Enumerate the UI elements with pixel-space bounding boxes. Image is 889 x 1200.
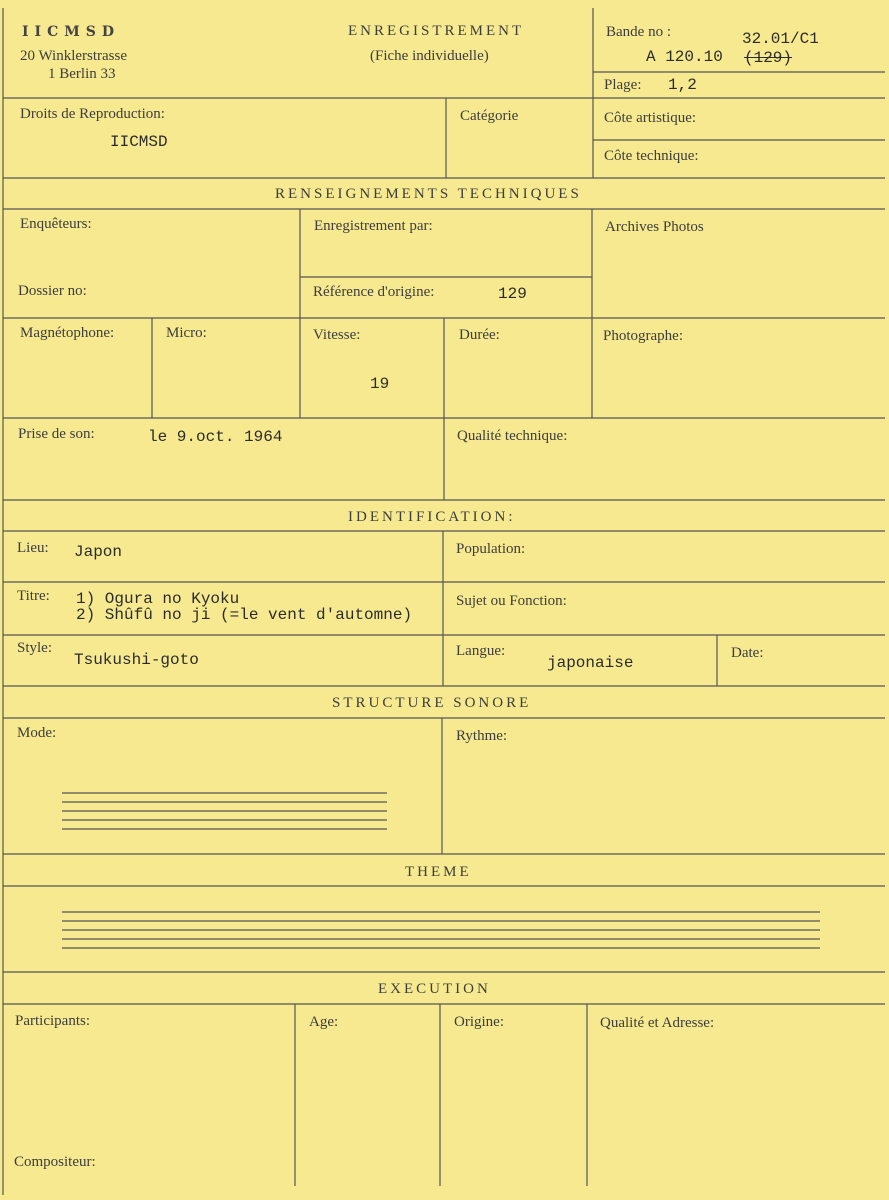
archives-photos-label: Archives Photos <box>605 219 704 235</box>
section-heading-theme: THEME <box>405 864 472 880</box>
categorie-label: Catégorie <box>460 108 519 124</box>
age-label: Age: <box>309 1014 339 1030</box>
cote-artistique-label: Côte artistique: <box>604 110 697 126</box>
lieu-value[interactable]: Japon <box>74 543 123 561</box>
rights-label: Droits de Reproduction: <box>20 106 165 122</box>
plage-label: Plage: <box>604 77 642 93</box>
photographe-label: Photographe: <box>603 328 683 344</box>
prise-de-son-value[interactable]: le 9.oct. 1964 <box>148 428 283 446</box>
vitesse-value[interactable]: 19 <box>370 375 390 393</box>
rights-value[interactable]: IICMSD <box>110 133 168 151</box>
plage-value[interactable]: 1,2 <box>668 76 697 94</box>
bande-value-2[interactable]: A 120.10 <box>646 48 723 66</box>
style-label: Style: <box>17 640 53 656</box>
enregistrement-par-label: Enregistrement par: <box>314 218 433 234</box>
org-logo: IICMSD <box>22 24 120 40</box>
reference-label: Référence d'origine: <box>313 284 435 300</box>
reference-value[interactable]: 129 <box>498 285 527 303</box>
rythme-label: Rythme: <box>456 728 508 744</box>
sujet-label: Sujet ou Fonction: <box>456 593 567 609</box>
date-label: Date: <box>731 645 764 661</box>
titre-label: Titre: <box>17 588 50 604</box>
origine-label: Origine: <box>454 1014 504 1030</box>
compositeur-label: Compositeur: <box>14 1154 96 1170</box>
qualite-adresse-label: Qualité et Adresse: <box>600 1015 715 1031</box>
bande-value-1[interactable]: 32.01/C1 <box>742 30 819 48</box>
qualite-technique-label: Qualité technique: <box>457 428 568 444</box>
population-label: Population: <box>456 541 526 557</box>
micro-label: Micro: <box>166 325 207 341</box>
section-heading-execution: EXECUTION <box>378 981 491 997</box>
langue-value[interactable]: japonaise <box>547 654 634 672</box>
style-value[interactable]: Tsukushi-goto <box>74 651 199 669</box>
duree-label: Durée: <box>459 327 500 343</box>
bande-label: Bande no : <box>606 24 671 40</box>
prise-de-son-label: Prise de son: <box>18 426 95 442</box>
section-heading-identification: IDENTIFICATION: <box>348 509 516 525</box>
address-line-1: 20 Winklerstrasse <box>20 48 128 64</box>
lieu-label: Lieu: <box>17 540 49 556</box>
form-title: ENREGISTREMENT <box>348 23 525 39</box>
form-subtitle: (Fiche individuelle) <box>370 48 489 64</box>
address-line-2: 1 Berlin 33 <box>48 66 116 82</box>
magnetophone-label: Magnétophone: <box>20 325 115 341</box>
vitesse-label: Vitesse: <box>313 327 361 343</box>
section-heading-structure: STRUCTURE SONORE <box>332 695 532 711</box>
dossier-label: Dossier no: <box>18 283 87 299</box>
cote-technique-label: Côte technique: <box>604 148 699 164</box>
enqueteurs-label: Enquêteurs: <box>20 216 92 232</box>
langue-label: Langue: <box>456 643 506 659</box>
titre-value-2[interactable]: 2) Shûfû no ji (=le vent d'automne) <box>76 606 413 624</box>
section-heading-technique: RENSEIGNEMENTS TECHNIQUES <box>275 186 582 202</box>
bande-struck-value: (129) <box>744 49 793 67</box>
titre-value-1[interactable]: 1) Ogura no Kyoku <box>76 590 240 608</box>
mode-label: Mode: <box>17 725 57 741</box>
participants-label: Participants: <box>15 1013 90 1029</box>
